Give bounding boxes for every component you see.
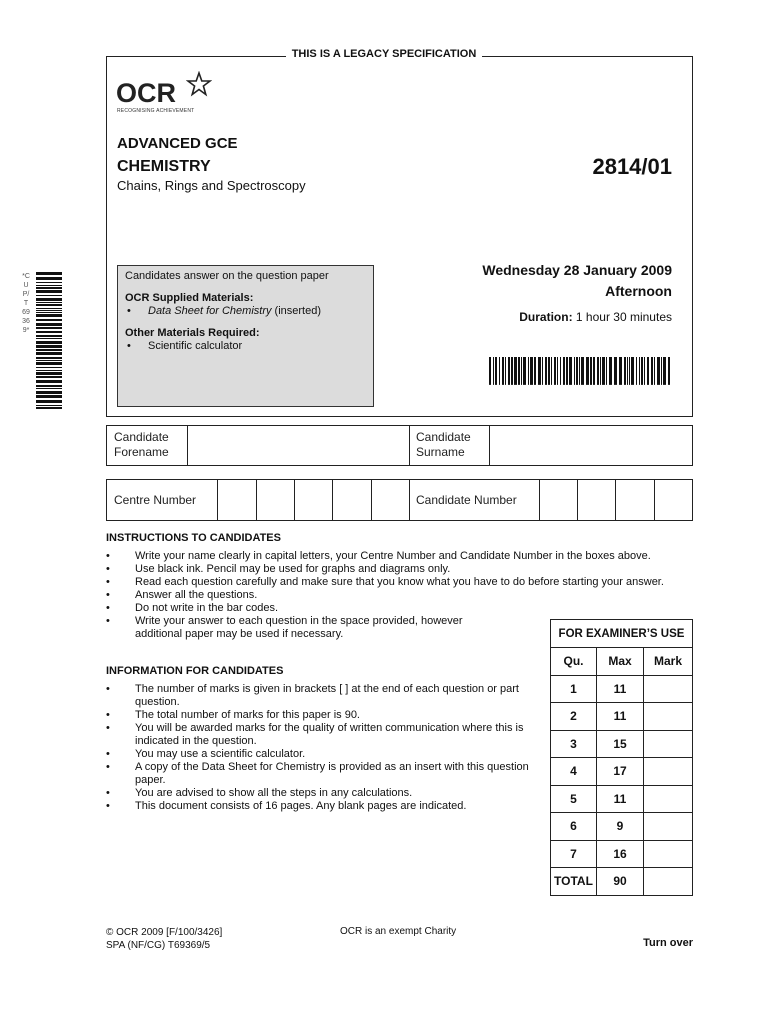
instruction-item: • Read each question carefully and make sure that you know what you have to do before starting your answer.	[106, 576, 696, 589]
candidate-digit-1[interactable]	[540, 480, 577, 520]
turn-over: Turn over	[643, 937, 693, 949]
instruction-item: • Do not write in the bar codes.	[106, 602, 696, 615]
exam-date: Wednesday 28 January 2009	[482, 262, 672, 278]
table-row: 7 16	[551, 840, 693, 868]
centre-digit-5[interactable]	[372, 480, 409, 520]
instruction-item: • Write your name clearly in capital letters, your Centre Number and Candidate Number in the boxes above.	[106, 550, 696, 563]
examiners-table	[550, 619, 693, 896]
table-row: 4 17	[551, 758, 693, 786]
mark-cell[interactable]	[644, 730, 693, 758]
centre-digit-1[interactable]	[218, 480, 256, 520]
surname-field[interactable]	[490, 426, 692, 465]
mark-cell[interactable]	[644, 703, 693, 731]
table-row: 3 15	[551, 730, 693, 758]
exam-duration: Duration: 1 hour 30 minutes	[519, 310, 672, 324]
exam-unit: Chains, Rings and Spectroscopy	[117, 178, 306, 193]
candidate-number-label: Candidate Number	[416, 493, 517, 507]
instructions-heading: INSTRUCTIONS TO CANDIDATES	[106, 532, 281, 544]
examiners-table-title: FOR EXAMINER’S USE	[551, 620, 693, 648]
mark-cell[interactable]	[644, 813, 693, 841]
surname-label: Candidate Surname	[416, 430, 471, 459]
table-row: 1 11	[551, 675, 693, 703]
candidate-name-row	[106, 425, 693, 466]
table-row: 5 11	[551, 785, 693, 813]
instruction-item: • Write your answer to each question in the space provided, however additional paper may be used if necessary.	[106, 615, 495, 641]
information-item: • A copy of the Data Sheet for Chemistry is provided as an insert with this question paper.	[106, 761, 531, 787]
instruction-item: • Use black ink. Pencil may be used for graphs and diagrams only.	[106, 563, 696, 576]
footer-charity: OCR is an exempt Charity	[340, 926, 457, 937]
table-row-total: TOTAL 90	[551, 868, 693, 896]
information-item: • The total number of marks for this paper is 90.	[106, 709, 531, 722]
legacy-notice: THIS IS A LEGACY SPECIFICATION	[0, 48, 768, 60]
centre-digit-2[interactable]	[257, 480, 294, 520]
information-item: • The number of marks is given in brackets [ ] at the end of each question or part question.	[106, 683, 531, 709]
candidate-digit-2[interactable]	[578, 480, 615, 520]
exam-level: ADVANCED GCE	[117, 135, 238, 152]
ocr-logo: OCR	[116, 78, 176, 108]
information-item: • You will be awarded marks for the quality of written communication where this is indicated in the question.	[106, 722, 531, 748]
other-heading: Other Materials Required:	[125, 327, 260, 339]
total-mark-cell[interactable]	[644, 868, 693, 896]
ocr-star-icon	[186, 71, 212, 97]
materials-intro: Candidates answer on the question paper	[125, 270, 329, 282]
supplied-item: • Data Sheet for Chemistry (inserted)	[125, 305, 366, 318]
table-row: 2 11	[551, 703, 693, 731]
candidate-digit-4[interactable]	[655, 480, 692, 520]
centre-digit-3[interactable]	[295, 480, 332, 520]
forename-label: Candidate Forename	[114, 430, 169, 459]
centre-number-label: Centre Number	[114, 493, 197, 507]
barcode-side	[36, 272, 62, 410]
forename-field[interactable]	[188, 426, 409, 465]
mark-cell[interactable]	[644, 840, 693, 868]
information-heading: INFORMATION FOR CANDIDATES	[106, 665, 284, 677]
barcode-right	[489, 357, 672, 391]
footer-copyright: © OCR 2009 [F/100/3426] SPA (NF/CG) T69369/5	[106, 927, 223, 951]
candidate-digit-3[interactable]	[616, 480, 654, 520]
information-item: • You are advised to show all the steps in any calculations.	[106, 787, 531, 800]
exam-session: Afternoon	[605, 283, 672, 299]
information-list	[106, 683, 531, 813]
instruction-item: • Answer all the questions.	[106, 589, 696, 602]
information-item: • This document consists of 16 pages. Any blank pages are indicated.	[106, 800, 531, 813]
barcode-side-text: *CUP/T69369*	[22, 273, 30, 334]
exam-subject: CHEMISTRY	[117, 158, 211, 175]
col-max: Max	[597, 648, 644, 676]
col-qu: Qu.	[551, 648, 597, 676]
other-item: • Scientific calculator	[125, 340, 366, 353]
mark-cell[interactable]	[644, 785, 693, 813]
mark-cell[interactable]	[644, 675, 693, 703]
candidate-number-row	[106, 479, 693, 521]
materials-box	[117, 265, 374, 407]
supplied-heading: OCR Supplied Materials:	[125, 292, 254, 304]
col-mark: Mark	[644, 648, 693, 676]
table-row: 6 9	[551, 813, 693, 841]
mark-cell[interactable]	[644, 758, 693, 786]
information-item: • You may use a scientific calculator.	[106, 748, 531, 761]
centre-digit-4[interactable]	[333, 480, 371, 520]
exam-code: 2814/01	[592, 154, 672, 179]
ocr-tagline: RECOGNISING ACHIEVEMENT	[117, 108, 195, 114]
